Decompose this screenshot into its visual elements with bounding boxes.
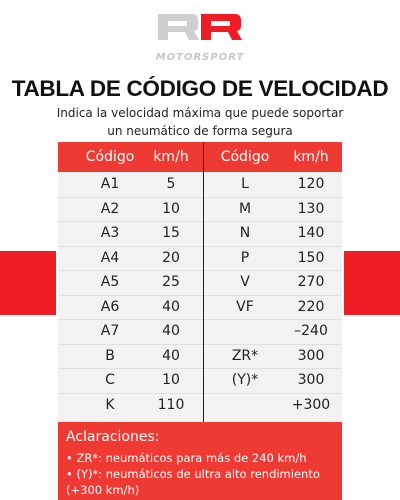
table-row	[58, 319, 342, 344]
cell: 10	[162, 372, 180, 388]
cell: 25	[162, 274, 180, 290]
cell: A1	[100, 176, 120, 192]
cell: N	[239, 225, 251, 241]
subtitle-line: Indica la velocidad máxima que puede soportar	[56, 106, 344, 120]
cell: 150	[297, 249, 325, 266]
cell: P	[240, 249, 250, 266]
decorative-band-left	[0, 251, 56, 315]
header-code-2: Código	[220, 149, 270, 165]
cell: A3	[100, 225, 120, 241]
cell: 10	[162, 200, 180, 217]
cell: 40	[162, 298, 180, 315]
decorative-band-right	[344, 251, 400, 315]
cell: M	[238, 200, 252, 217]
cell: 20	[162, 249, 180, 266]
cell: L	[241, 176, 249, 192]
clarification-item: • (Y)*: neumáticos de ultra alto rendimiento	[66, 467, 320, 481]
cell: C	[105, 372, 115, 388]
cell: 120	[297, 176, 325, 192]
cell: 40	[162, 323, 180, 339]
cell: 300	[297, 347, 325, 364]
page-title: TABLA DE CÓDIGO DE VELOCIDAD	[11, 76, 389, 101]
cell: A2	[100, 200, 120, 217]
header-kmh-1: km/h	[153, 149, 189, 165]
cell: 270	[297, 274, 325, 290]
cell: VF	[236, 298, 254, 315]
cell: +300	[291, 396, 331, 413]
table-row	[58, 197, 342, 222]
header-kmh-2: km/h	[293, 149, 329, 165]
cell: 15	[162, 225, 180, 241]
cell: 110	[157, 396, 185, 413]
table-row	[58, 246, 342, 271]
table-row	[58, 270, 342, 295]
cell: 5	[166, 176, 176, 192]
cell: 140	[297, 225, 325, 241]
cell: –240	[294, 323, 328, 339]
brand-logo	[0, 12, 400, 63]
table-header	[58, 142, 342, 172]
column-divider	[203, 142, 204, 422]
speed-code-table	[58, 142, 342, 422]
cell: A7	[100, 323, 120, 339]
cell: 300	[297, 372, 325, 388]
cell: K	[105, 396, 115, 413]
page-subtitle	[40, 104, 360, 140]
cell: A4	[100, 249, 120, 266]
cell	[210, 393, 280, 418]
cell: (Y)*	[231, 372, 259, 388]
cell: B	[105, 347, 115, 364]
clarifications-title: Aclaraciones:	[66, 429, 160, 445]
header-code-1: Código	[85, 149, 135, 165]
table-row	[58, 221, 342, 246]
cell: A6	[100, 298, 120, 315]
clarification-item: (+300 km/h)	[66, 483, 140, 497]
table-row	[58, 368, 342, 393]
cell: 40	[162, 347, 180, 364]
clarifications-box	[58, 422, 342, 500]
table-row	[58, 393, 342, 418]
cell: 130	[297, 200, 325, 217]
subtitle-line: un neumático de forma segura	[107, 124, 293, 138]
cell: 220	[297, 298, 325, 315]
cell	[210, 319, 280, 344]
rr-logo-icon	[154, 12, 246, 42]
cell: V	[240, 274, 250, 290]
clarification-item: • ZR*: neumáticos para más de 240 km/h	[66, 451, 307, 465]
brand-sub: MOTORSPORT	[155, 52, 245, 63]
table-row	[58, 172, 342, 197]
table-row	[58, 295, 342, 320]
cell: ZR*	[231, 347, 259, 364]
table-row	[58, 344, 342, 369]
cell: A5	[100, 274, 120, 290]
